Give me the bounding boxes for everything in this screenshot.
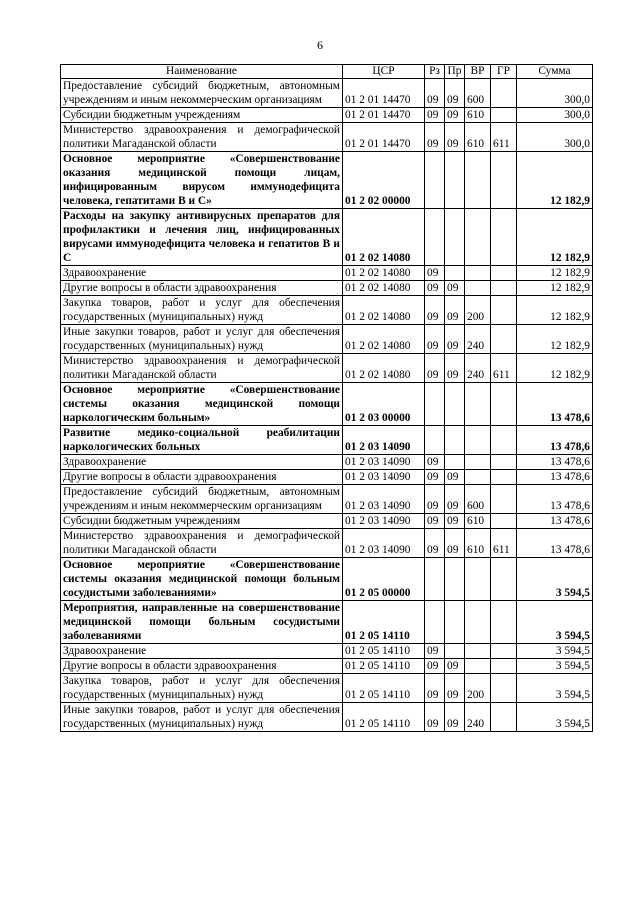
cell-rz: 09	[425, 281, 445, 296]
cell-rz	[425, 152, 445, 209]
cell-vr	[465, 383, 491, 426]
cell-pr: 09	[445, 108, 465, 123]
table-row	[61, 266, 593, 281]
cell-pr: 09	[445, 659, 465, 674]
cell-rz: 09	[425, 674, 445, 703]
cell-pr: 09	[445, 514, 465, 529]
cell-csr: 01 2 03 00000	[343, 383, 425, 426]
cell-pr: 09	[445, 296, 465, 325]
page-number: 6	[317, 38, 323, 52]
cell-gr	[491, 703, 517, 732]
table-row	[61, 325, 593, 354]
cell-name: Основное мероприятие «Совершенствование оказания медицинской помощи лицам, инфицированным вирусом иммунодефицита человека, гепатитами В и С»	[61, 152, 343, 209]
cell-vr	[465, 281, 491, 296]
cell-vr	[465, 558, 491, 601]
cell-name: Другие вопросы в области здравоохранения	[61, 470, 343, 485]
cell-vr	[465, 426, 491, 455]
cell-name: Основное мероприятие «Совершенствование системы оказания медицинской помощи наркологическим больным»	[61, 383, 343, 426]
cell-gr	[491, 514, 517, 529]
cell-csr: 01 2 01 14470	[343, 123, 425, 152]
cell-csr: 01 2 03 14090	[343, 470, 425, 485]
cell-pr: 09	[445, 470, 465, 485]
cell-pr: 09	[445, 674, 465, 703]
cell-sum: 12 182,9	[517, 209, 593, 266]
cell-vr: 240	[465, 354, 491, 383]
cell-sum: 3 594,5	[517, 558, 593, 601]
cell-rz: 09	[425, 296, 445, 325]
cell-vr: 240	[465, 703, 491, 732]
cell-pr: 09	[445, 529, 465, 558]
cell-rz: 09	[425, 123, 445, 152]
table-row	[61, 209, 593, 266]
cell-sum: 12 182,9	[517, 296, 593, 325]
cell-sum: 300,0	[517, 123, 593, 152]
cell-name: Другие вопросы в области здравоохранения	[61, 281, 343, 296]
cell-vr	[465, 455, 491, 470]
cell-pr	[445, 426, 465, 455]
cell-vr	[465, 644, 491, 659]
cell-pr: 09	[445, 79, 465, 108]
header-sum: Сумма	[517, 65, 593, 79]
header-pr: Пр	[445, 65, 465, 79]
cell-csr: 01 2 05 00000	[343, 558, 425, 601]
cell-vr: 610	[465, 529, 491, 558]
table-row	[61, 485, 593, 514]
cell-vr: 610	[465, 108, 491, 123]
cell-name: Основное мероприятие «Совершенствование системы оказания медицинской помощи больным сосудистыми заболеваниями»	[61, 558, 343, 601]
cell-csr: 01 2 03 14090	[343, 514, 425, 529]
cell-name: Другие вопросы в области здравоохранения	[61, 659, 343, 674]
cell-gr: 611	[491, 123, 517, 152]
cell-rz	[425, 601, 445, 644]
cell-pr	[445, 644, 465, 659]
cell-sum: 3 594,5	[517, 644, 593, 659]
cell-sum: 13 478,6	[517, 383, 593, 426]
header-vr: ВР	[465, 65, 491, 79]
cell-csr: 01 2 02 14080	[343, 266, 425, 281]
cell-rz: 09	[425, 455, 445, 470]
cell-vr	[465, 152, 491, 209]
cell-pr	[445, 558, 465, 601]
cell-rz: 09	[425, 659, 445, 674]
table-row	[61, 108, 593, 123]
cell-sum: 13 478,6	[517, 485, 593, 514]
cell-rz: 09	[425, 644, 445, 659]
cell-csr: 01 2 02 14080	[343, 296, 425, 325]
table-row	[61, 601, 593, 644]
cell-gr	[491, 659, 517, 674]
cell-gr	[491, 558, 517, 601]
cell-rz: 09	[425, 354, 445, 383]
cell-csr: 01 2 05 14110	[343, 674, 425, 703]
cell-gr	[491, 266, 517, 281]
cell-vr	[465, 266, 491, 281]
cell-gr	[491, 470, 517, 485]
cell-rz: 09	[425, 703, 445, 732]
header-csr: ЦСР	[343, 65, 425, 79]
cell-pr: 09	[445, 281, 465, 296]
table-row	[61, 470, 593, 485]
cell-csr: 01 2 02 00000	[343, 152, 425, 209]
cell-gr	[491, 485, 517, 514]
cell-sum: 3 594,5	[517, 674, 593, 703]
table-row	[61, 296, 593, 325]
cell-sum: 300,0	[517, 108, 593, 123]
cell-rz: 09	[425, 470, 445, 485]
cell-name: Расходы на закупку антивирусных препаратов для профилактики и лечения лиц, инфицированных вирусами иммунодефицита человека и гепатитов В и С	[61, 209, 343, 266]
cell-csr: 01 2 02 14080	[343, 281, 425, 296]
cell-gr: 611	[491, 354, 517, 383]
cell-gr	[491, 426, 517, 455]
cell-name: Предоставление субсидий бюджетным, автономным учреждениям и иным некоммерческим организациям	[61, 485, 343, 514]
cell-gr	[491, 296, 517, 325]
cell-csr: 01 2 05 14110	[343, 659, 425, 674]
cell-vr: 610	[465, 514, 491, 529]
cell-vr: 200	[465, 674, 491, 703]
cell-pr: 09	[445, 354, 465, 383]
cell-pr: 09	[445, 325, 465, 354]
cell-name: Иные закупки товаров, работ и услуг для обеспечения государственных (муниципальных) нужд	[61, 703, 343, 732]
table-row	[61, 354, 593, 383]
cell-pr	[445, 266, 465, 281]
cell-csr: 01 2 02 14080	[343, 354, 425, 383]
budget-table	[60, 64, 593, 732]
cell-name: Министерство здравоохранения и демографической политики Магаданской области	[61, 529, 343, 558]
cell-vr: 600	[465, 485, 491, 514]
table-row	[61, 514, 593, 529]
cell-name: Развитие медико-социальной реабилитации наркологических больных	[61, 426, 343, 455]
cell-name: Здравоохранение	[61, 455, 343, 470]
cell-csr: 01 2 03 14090	[343, 426, 425, 455]
cell-csr: 01 2 02 14080	[343, 325, 425, 354]
cell-pr: 09	[445, 485, 465, 514]
cell-pr	[445, 383, 465, 426]
table-row	[61, 674, 593, 703]
cell-gr	[491, 644, 517, 659]
cell-gr	[491, 79, 517, 108]
cell-csr: 01 2 05 14110	[343, 601, 425, 644]
cell-sum: 13 478,6	[517, 426, 593, 455]
cell-sum: 13 478,6	[517, 455, 593, 470]
table-row	[61, 152, 593, 209]
cell-pr	[445, 455, 465, 470]
cell-rz: 09	[425, 529, 445, 558]
header-gr: ГР	[491, 65, 517, 79]
cell-csr: 01 2 03 14090	[343, 529, 425, 558]
cell-sum: 12 182,9	[517, 354, 593, 383]
cell-pr: 09	[445, 123, 465, 152]
header-rz: Рз	[425, 65, 445, 79]
cell-name: Субсидии бюджетным учреждениям	[61, 108, 343, 123]
cell-name: Министерство здравоохранения и демографической политики Магаданской области	[61, 123, 343, 152]
cell-sum: 12 182,9	[517, 281, 593, 296]
header-row	[61, 65, 593, 79]
header-name: Наименование	[61, 65, 343, 79]
cell-vr: 200	[465, 296, 491, 325]
cell-rz: 09	[425, 108, 445, 123]
cell-sum: 13 478,6	[517, 514, 593, 529]
cell-pr	[445, 601, 465, 644]
cell-rz: 09	[425, 266, 445, 281]
cell-gr	[491, 674, 517, 703]
cell-pr	[445, 209, 465, 266]
cell-gr	[491, 455, 517, 470]
table-row	[61, 644, 593, 659]
cell-vr: 600	[465, 79, 491, 108]
cell-name: Субсидии бюджетным учреждениям	[61, 514, 343, 529]
cell-gr	[491, 281, 517, 296]
table-row	[61, 703, 593, 732]
cell-name: Здравоохранение	[61, 266, 343, 281]
table-row	[61, 281, 593, 296]
cell-gr	[491, 383, 517, 426]
cell-rz: 09	[425, 485, 445, 514]
cell-name: Закупка товаров, работ и услуг для обеспечения государственных (муниципальных) нужд	[61, 296, 343, 325]
table-row	[61, 529, 593, 558]
cell-gr	[491, 152, 517, 209]
table-row	[61, 558, 593, 601]
cell-vr: 240	[465, 325, 491, 354]
table-row	[61, 426, 593, 455]
cell-csr: 01 2 02 14080	[343, 209, 425, 266]
cell-vr	[465, 659, 491, 674]
cell-name: Предоставление субсидий бюджетным, автономным учреждениям и иным некоммерческим организациям	[61, 79, 343, 108]
cell-pr: 09	[445, 703, 465, 732]
cell-name: Закупка товаров, работ и услуг для обеспечения государственных (муниципальных) нужд	[61, 674, 343, 703]
cell-sum: 300,0	[517, 79, 593, 108]
cell-rz: 09	[425, 514, 445, 529]
cell-csr: 01 2 05 14110	[343, 644, 425, 659]
cell-rz	[425, 209, 445, 266]
cell-csr: 01 2 01 14470	[343, 108, 425, 123]
cell-sum: 3 594,5	[517, 601, 593, 644]
cell-name: Мероприятия, направленные на совершенствование медицинской помощи больным сосудистыми заболеваниями	[61, 601, 343, 644]
cell-csr: 01 2 03 14090	[343, 455, 425, 470]
cell-sum: 12 182,9	[517, 266, 593, 281]
cell-gr	[491, 209, 517, 266]
cell-sum: 3 594,5	[517, 703, 593, 732]
table-body	[61, 79, 593, 732]
cell-sum: 13 478,6	[517, 529, 593, 558]
cell-csr: 01 2 03 14090	[343, 485, 425, 514]
cell-vr	[465, 470, 491, 485]
cell-csr: 01 2 05 14110	[343, 703, 425, 732]
cell-gr	[491, 108, 517, 123]
cell-pr	[445, 152, 465, 209]
cell-sum: 12 182,9	[517, 152, 593, 209]
cell-name: Министерство здравоохранения и демографической политики Магаданской области	[61, 354, 343, 383]
table-row	[61, 455, 593, 470]
table-row	[61, 123, 593, 152]
cell-rz	[425, 558, 445, 601]
cell-sum: 13 478,6	[517, 470, 593, 485]
cell-vr	[465, 209, 491, 266]
cell-name: Иные закупки товаров, работ и услуг для обеспечения государственных (муниципальных) нужд	[61, 325, 343, 354]
cell-vr	[465, 601, 491, 644]
table-row	[61, 383, 593, 426]
cell-rz	[425, 383, 445, 426]
table-row	[61, 659, 593, 674]
table-row	[61, 79, 593, 108]
cell-rz: 09	[425, 79, 445, 108]
cell-gr	[491, 601, 517, 644]
cell-sum: 12 182,9	[517, 325, 593, 354]
cell-csr: 01 2 01 14470	[343, 79, 425, 108]
cell-sum: 3 594,5	[517, 659, 593, 674]
cell-gr: 611	[491, 529, 517, 558]
cell-rz: 09	[425, 325, 445, 354]
cell-gr	[491, 325, 517, 354]
table-header	[61, 65, 593, 79]
cell-rz	[425, 426, 445, 455]
cell-vr: 610	[465, 123, 491, 152]
cell-name: Здравоохранение	[61, 644, 343, 659]
